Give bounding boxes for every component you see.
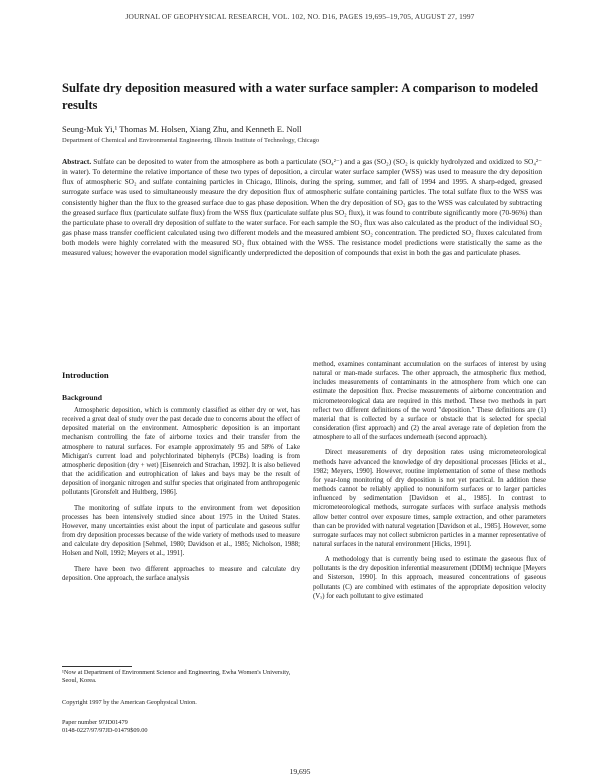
abstract-text: Sulfate can be deposited to water from the atmosphere as both a particulate (SO₄²⁻) and a gas (SO₂) (SO₂ is quickly hydrolyzed and oxidized to SO₄²⁻ in water). To determine the relative importance of these two types of deposition, a circular water surface sampler (WSS) was used to measure the dry deposition flux of atmospheric SO₂ and sulfate containing particles in Chicago, Illinois, during the spring, summer, and fall of 1994 and 1995. A sharp-edged, greased surrogate surface was used to simultaneously measure the dry deposition flux of atmospheric sulfate containing particles. The total sulfate flux to the WSS was consistently higher than the flux to the greased surface due to gas phase deposition. When the dry deposition of SO₂ gas to the WSS was calculated by subtracting the greased surface flux (particulate sulfate flux) from the WSS flux (particulate sulfate plus SO₂ flux), it was found to contribute significantly more (70-96%) than the particulate phase to overall dry deposition of sulfate to the water surface. For each sample the SO₂ flux was also calculated as the product of the individual SO₂ gas phase mass transfer coefficient calculated using two different models and the measured ambient SO₂ concentration. The predicted SO₂ fluxes calculated from both models were highly correlated with the measured SO₂ flux obtained with the WSS. The resistance model predictions were statistically the same as the measured values; however the evaporation model significantly underpredicted the deposition of compounds that exist in both the gas and particulate phases. [62, 157, 542, 258]
paper-title: Sulfate dry deposition measured with a water surface sampler: A comparison to modeled results [62, 81, 538, 112]
author-affiliation: Department of Chemical and Environmental Engineering, Illinois Institute of Technology, Chicago [62, 137, 320, 144]
body-paragraph: method, examines contaminant accumulation on the surfaces of interest by using natural or man-made surfaces. The other approach, the atmospheric flux method, includes measurements of contaminants in the atmosphere from which one can estimate the deposition flux. Precise measurements of airborne concentration and micrometeorological data are required in this method. These two methods in part reflect two different definitions of the word "deposition." These definitions are (1) material that is collected by a surface or obstacle that is selected for special consideration (first approach) and (2) the areal average rate of depletion from the atmosphere to all of the surfaces underneath (second approach). [313, 361, 546, 442]
abstract [62, 157, 542, 259]
abstract-label: Abstract. [62, 157, 92, 166]
issn-code: 0148-0227/97/97JD-01479$09.00 [62, 727, 148, 735]
body-paragraph: Atmospheric deposition, which is commonly classified as either dry or wet, has received a great deal of study over the past decade due to concerns about the effect of deposited material on the environment. Atmospheric deposition is an important mechanism controlling the fate of airborne toxics and their transfer from the atmosphere to natural surfaces. For example approximately 95 and 58% of Lake Michigan's current load and polychlorinated biphenyls (PCBs) loading is from atmospheric deposition (dry + wet) [Eisenreich and Strachan, 1992]. It is also believed that the acidification and eutrophication of lakes and bays may be the result of deposition of inorganic nitrogen and sulfur species that originated from anthropogenic pollutants [Gronsfelt and Hultberg, 1986]. [62, 407, 300, 497]
paper-number: Paper number 97JD01479 [62, 719, 128, 726]
paper-identifiers [62, 719, 300, 735]
subsection-heading: Background [62, 393, 102, 402]
section-heading: Introduction [62, 370, 109, 380]
copyright-notice: Copyright 1997 by the American Geophysical Union. [62, 699, 197, 706]
journal-header: JOURNAL OF GEOPHYSICAL RESEARCH, VOL. 102, NO. D16, PAGES 19,695–19,705, AUGUST 27, 1997 [125, 12, 475, 21]
body-paragraph: Direct measurements of dry deposition rates using micrometeorological methods have advanced the knowledge of dry depositional processes [Hicks et al., 1982; Meyers, 1990]. However, routine implementation of some of these methods for year-long monitoring of dry deposition is not yet practical. In addition these methods cannot be reliably applied to nonuniform surfaces or to larger particles influenced by sedimentation [Davidson et al., 1985]. In contrast to micrometeorological methods, surrogate surfaces with surface analysis methods allow better control over exposure times, sample extraction, and other parameters than can be provided with natural vegetation [Davidson et al., 1985]. However, some surrogate surfaces may not collect submicron particles in a manner representative of natural surfaces in the natural environment [Hicks, 1991]. [313, 449, 546, 548]
left-column [62, 406, 300, 589]
author-list: Seung-Muk Yi,¹ Thomas M. Holsen, Xiang Zhu, and Kenneth E. Noll [62, 124, 302, 134]
footnote-divider [62, 666, 132, 667]
footnote: ¹Now at Department of Environment Science and Engineering, Ewha Women's University, Seoul, Korea. [62, 669, 291, 685]
body-paragraph: There have been two different approaches to measure and calculate dry deposition. One approach, the surface analysis [62, 565, 300, 582]
page-number: 19,695 [289, 767, 311, 776]
body-paragraph: A methodology that is currently being used to estimate the gaseous flux of pollutants is the dry deposition inferential measurement (DDIM) technique [Meyers and Sisterson, 1990]. In this approach, measured concentrations of gaseous pollutants (C) are combined with estimates of the appropriate deposition velocity (Vₓ) for each pollutant to give estimated [313, 556, 546, 600]
right-column [313, 360, 546, 607]
body-paragraph: The monitoring of sulfate inputs to the environment from wet deposition processes has been intensively studied since about 1975 in the United States. However, many uncertainties exist about the input of particulate and gaseous sulfur from dry deposition processes because of the wide variety of methods used to measure and calculate dry deposition [Sehmel, 1980; Davidson et al., 1985; Nicholson, 1988; Holsen and Noll, 1992; Meyers et al., 1991]. [62, 504, 300, 558]
